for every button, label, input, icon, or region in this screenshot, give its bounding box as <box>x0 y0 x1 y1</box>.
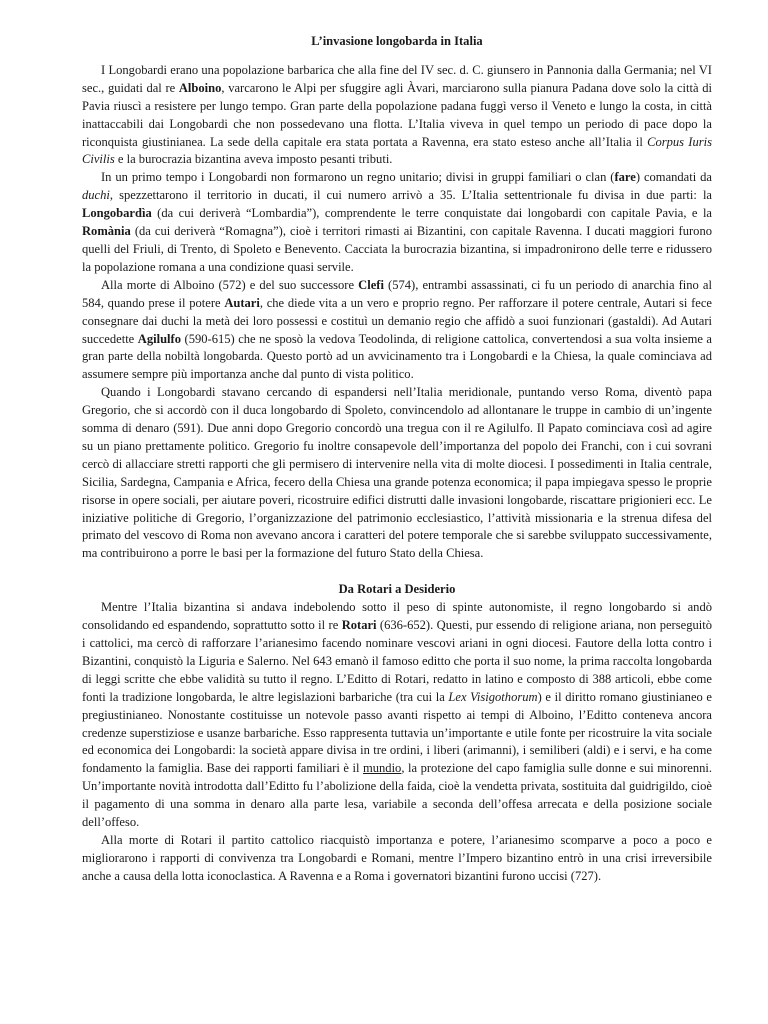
paragraph-1 <box>82 62 712 169</box>
text-run: ) e il diritto romano giustinianeo e pregiustinianeo. Nonostante costituisse un notevole passo avanti rispetto ai tempi di Alboino, l’Editto conteneva ancora credenze superstiziose e usanze barbariche. Esso rappresenta tuttavia un’importante e utile fonte per ricostruire la vita sociale ed economica dei Longobardi: la società appare divisa in tre ordini, i liberi (arimanni), i semiliberi (aldi) e i servi, e ha come fondamento la famiglia. Base dei rapporti familiari è il <box>82 689 712 776</box>
text-run: Alla morte di Rotari il partito cattolico riacquistò importanza e potere, l’arianesimo scomparve a poco a poco e migliorarono i rapporti di convivenza tra Longobardi e Romani, mentre l’Impero bizantino entrò in una crisi irreversibile anche a causa della lotta iconoclastica. A Ravenna e a Roma i governatori bizantini furono uccisi (727). <box>82 832 712 883</box>
paragraph-4 <box>82 384 712 563</box>
text-run: I Longobardi erano una popolazione barbarica che alla fine del IV sec. d. C. giunsero in Pannonia dalla Germania; nel VI sec., guidati dal re <box>82 62 712 95</box>
text-run: Quando i Longobardi stavano cercando di espandersi nell’Italia meridionale, puntando verso Roma, diventò papa Gregorio, che si accordò con il duca longobardo di Spoleto, convincendolo ad allontanare le truppe in cambio di un’ingente somma di denaro (591). Due anni dopo Gregorio concordò una tregua con il re Agilulfo. Il Papato cominciava così ad agire su un piano prettamente politico. Gregorio fu inoltre consapevole dell’importanza del popolo dei Franchi, con i cui sovrani cercò di allacciare stretti rapporti che gli permisero di intervenire nella vita di molte diocesi. I possedimenti in Italia centrale, Sicilia, Sardegna, Campania e Africa, fecero della Chiesa una grande potenza economica; il papa impiegava spesso le proprie risorse in opere sociali, per aiutare poveri, ricostruire edifici distrutti dalle invasioni longobarde, riscattare prigionieri ecc. Le iniziative politiche di Gregorio, l’organizzazione del patrimonio ecclesiastico, l’attività missionaria e la strenua difesa del primato del vescovo di Roma non avevano ancora i caratteri del potere temporale che si sarebbe sviluppato successivamente, ma contribuirono a porre le basi per la formazione del futuro Stato della Chiesa. <box>82 385 712 561</box>
bold-term-agilulfo: Agilulfo <box>137 331 181 346</box>
section-title: Da Rotari a Desiderio <box>338 582 456 597</box>
bold-term-romania: Romània <box>82 224 131 239</box>
text-run: , spezzettarono il territorio in ducati, il cui numero arrivò a 35. L’Italia settentrionale fu divisa in due parti: la <box>109 188 712 203</box>
text-run: Mentre l’Italia bizantina si andava indebolendo sotto il peso di spinte autonomiste, il regno longobardo si andò consolidando ed espandendo, soprattutto sotto il re <box>82 600 712 633</box>
text-run: , che diede vita a un vero e proprio regno. Per rafforzare il potere centrale, Autari si fece consegnare dai duchi la metà dei loro possessi e costituì un demanio regio che affidò a suoi funzionari (gastaldi). Ad Autari succedette <box>82 295 713 346</box>
paragraph-5 <box>82 599 712 832</box>
paragraph-3 <box>82 277 712 384</box>
bold-term-longobardia: Longobardìa <box>82 206 152 221</box>
page-title: L’invasione longobarda in Italia <box>311 34 483 48</box>
paragraph-6 <box>82 832 712 886</box>
text-run: e la burocrazia bizantina aveva imposto pesanti tributi. <box>114 152 393 167</box>
underlined-term-mundio: mundio <box>362 761 402 776</box>
bold-term-autari: Autari <box>224 295 260 310</box>
bold-term-rotari: Rotari <box>341 618 377 633</box>
text-run: In un primo tempo i Longobardi non formarono un regno unitario; divisi in gruppi familiari o clan ( <box>101 170 615 185</box>
text-run: (590-615) che ne sposò la vedova Teodolinda, di religione cattolica, convertendosi a sua volta insieme a gran parte della nobiltà longobarda. Questo portò ad un avvicinamento tra i Longobardi e la Chiesa, la quale cominciava ad assumere sempre più importanza anche dal punto di vista politico. <box>82 331 712 382</box>
text-run: (636-652). Questi, pur essendo di religione ariana, non perseguitò i cattolici, ma cercò di rafforzare l’arianesimo facendo nominare vescovi ariani in ogni diocesi. Fautore della lotta contro i Bizantini, conquistò la Liguria e Salerno. Nel 643 emanò il famoso editto che porta il suo nome, la prima raccolta longobarda di leggi scritte che ebbe validità su tutto il regno. L’Editto di Rotari, redatto in latino e composto di 388 articoli, ebbe come fonti la tradizione longobarda, le altre legislazioni barbariche (tra cui la <box>82 618 712 704</box>
text-run: (574), entrambi assassinati, ci fu un periodo di anarchia fino al 584, quando prese il potere <box>82 277 712 310</box>
text-run: (da cui deriverà “Romagna”), cioè i territori rimasti ai Bizantini, con capitale Ravenna. I ducati maggiori furono quelli del Friuli, di Trento, di Spoleto e Benevento. Cacciata la burocrazia bizantina, si impadronirono delle terre e ridussero la popolazione romana a una condizione quasi servile. <box>82 224 712 274</box>
italic-term-duchi: duchi <box>82 188 110 203</box>
bold-term-fare: fare <box>614 170 636 185</box>
text-run: (da cui deriverà “Lombardia”), comprendente le terre conquistate dai longobardi con capitale Pavia, e la <box>151 206 712 221</box>
bold-term-clefi: Clefi <box>358 277 384 292</box>
paragraph-2 <box>82 169 712 276</box>
italic-term-corpus: Corpus Iuris Civilis <box>82 134 713 167</box>
text-run: , la protezione del capo famiglia sulle donne e sui minorenni. Un’importante novità introdotta dall’Editto fu l’abolizione della faida, cioè la vendetta privata, sostituita dal guidrigildo, cioè il pagamento di una somma in denaro alla parte lesa, variabile a seconda dell’offesa arrecata e della posizione sociale dell’offeso. <box>82 761 712 830</box>
italic-term-lex: Lex Visigothorum <box>448 689 538 704</box>
text-run: , varcarono le Alpi per sfuggire agli Àvari, marciarono sulla pianura Padana dove solo la città di Pavia riuscì a resistere per lungo tempo. Gran parte della popolazione padana fuggì verso il Veneto e lungo la costa, in città inattaccabili dai Longobardi che non possedevano una flotta. L’Italia viveva in quel tempo un periodo di pace dopo la riconquista giustinianea. La sede della capitale era stata portata a Ravenna, era stato esteso anche all’Italia il <box>82 80 713 149</box>
text-run: ) comandati da <box>635 170 712 185</box>
document-page <box>82 33 712 886</box>
bold-term-alboino: Alboino <box>178 80 222 95</box>
text-run: Alla morte di Alboino (572) e del suo successore <box>101 277 359 292</box>
